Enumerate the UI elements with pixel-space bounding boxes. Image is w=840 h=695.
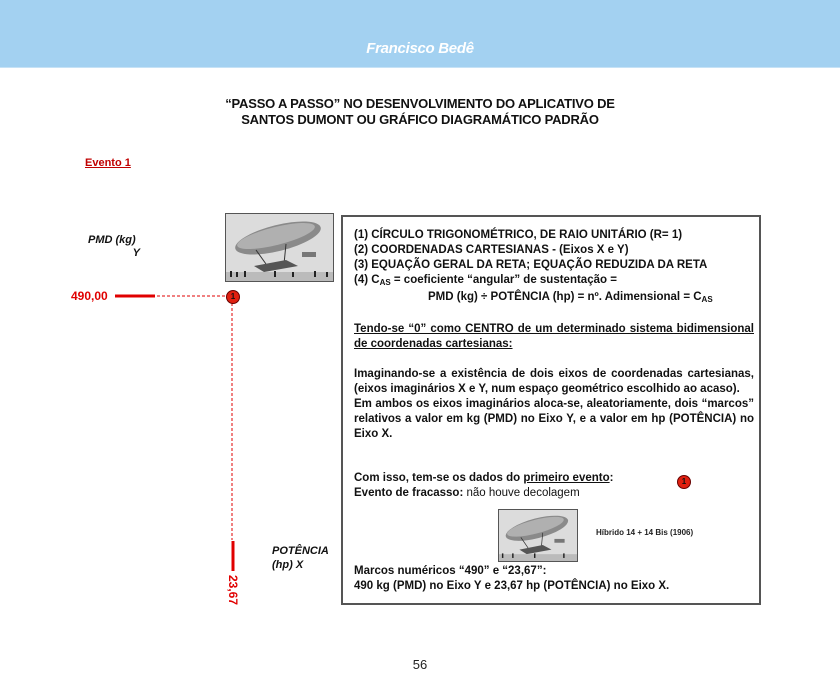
marks-summary <box>354 564 754 594</box>
item4-text: = coeficiente “angular” de sustentação = <box>390 274 617 286</box>
event-line-prefix: Com isso, tem-se os dados do <box>354 472 524 484</box>
item4-prefix: (4) C <box>354 274 380 286</box>
marks-text: 490 kg (PMD) no Eixo Y e 23,67 hp (POTÊNCIA) no Eixo X. <box>354 580 670 592</box>
airship-photo <box>225 213 334 282</box>
y-axis-letter: Y <box>132 247 140 259</box>
x-axis-name: POTÊNCIA <box>272 545 329 557</box>
item4-sub: AS <box>379 278 391 287</box>
airship-photo-small <box>498 509 578 562</box>
event-marker-inline: 1 <box>677 475 691 489</box>
page-number: 56 <box>412 657 428 672</box>
author-name: Francisco Bedê <box>366 40 474 57</box>
failure-line <box>354 486 754 501</box>
formula-text: PMD (kg) ÷ POTÊNCIA (hp) = nº. Adimensional = C <box>428 291 702 303</box>
concept-list <box>354 228 713 307</box>
photo-caption: Híbrido 14 + 14 Bis (1906) <box>596 528 694 537</box>
paragraph-imagining-a: Imaginando-se a existência de dois eixos de coordenadas cartesianas, (eixos imaginários X e Y, num espaço geométrico escolhido ao acaso). <box>354 368 754 395</box>
event-line <box>354 471 754 486</box>
event-summary <box>354 471 754 501</box>
x-value-label: 23,67 <box>226 575 240 606</box>
failure-text: não houve decolagem <box>463 487 580 499</box>
underlined-heading: Tendo-se “0” como CENTRO de um determinado sistema bidimensional de coordenadas cartesianas: <box>354 323 754 350</box>
event-line-suffix: : <box>609 472 614 484</box>
first-event-text: primeiro evento <box>523 472 610 484</box>
airship-illustration <box>226 214 333 281</box>
page-title-line-1: “PASSO A PASSO” NO DESENVOLVIMENTO DO APLICATIVO DE <box>225 96 615 111</box>
x-axis-unit: (hp) X <box>272 559 304 571</box>
airship-illustration-small <box>499 510 577 561</box>
page-title-line-2: SANTOS DUMONT OU GRÁFICO DIAGRAMÁTICO PADRÃO <box>241 112 599 127</box>
formula-sub: AS <box>701 295 713 304</box>
paragraph-imagining-b: Em ambos os eixos imaginários aloca-se, aleatoriamente, dois “marcos” relativos a valor em kg (PMD) no Eixo Y, e a valor em hp (POTÊNCIA) no Eixo X. <box>354 398 754 440</box>
y-axis-unit: PMD (kg) <box>88 234 136 246</box>
event-marker: 1 <box>226 290 240 304</box>
concept-item-1: (1) CÍRCULO TRIGONOMÉTRICO, DE RAIO UNITÁRIO (R= 1) <box>354 229 683 241</box>
paragraph-imagining <box>354 367 754 442</box>
concept-item-3: (3) EQUAÇÃO GERAL DA RETA; EQUAÇÃO REDUZIDA DA RETA <box>354 259 708 271</box>
concept-item-4-formula <box>354 290 713 307</box>
concept-item-2: (2) COORDENADAS CARTESIANAS - (Eixos X e Y) <box>354 244 629 256</box>
marks-title: Marcos numéricos “490” e “23,67”: <box>354 565 547 577</box>
event-label: Evento 1 <box>85 157 131 169</box>
failure-label: Evento de fracasso: <box>354 487 464 499</box>
y-value-label: 490,00 <box>71 289 108 303</box>
concept-item-4 <box>354 273 713 290</box>
